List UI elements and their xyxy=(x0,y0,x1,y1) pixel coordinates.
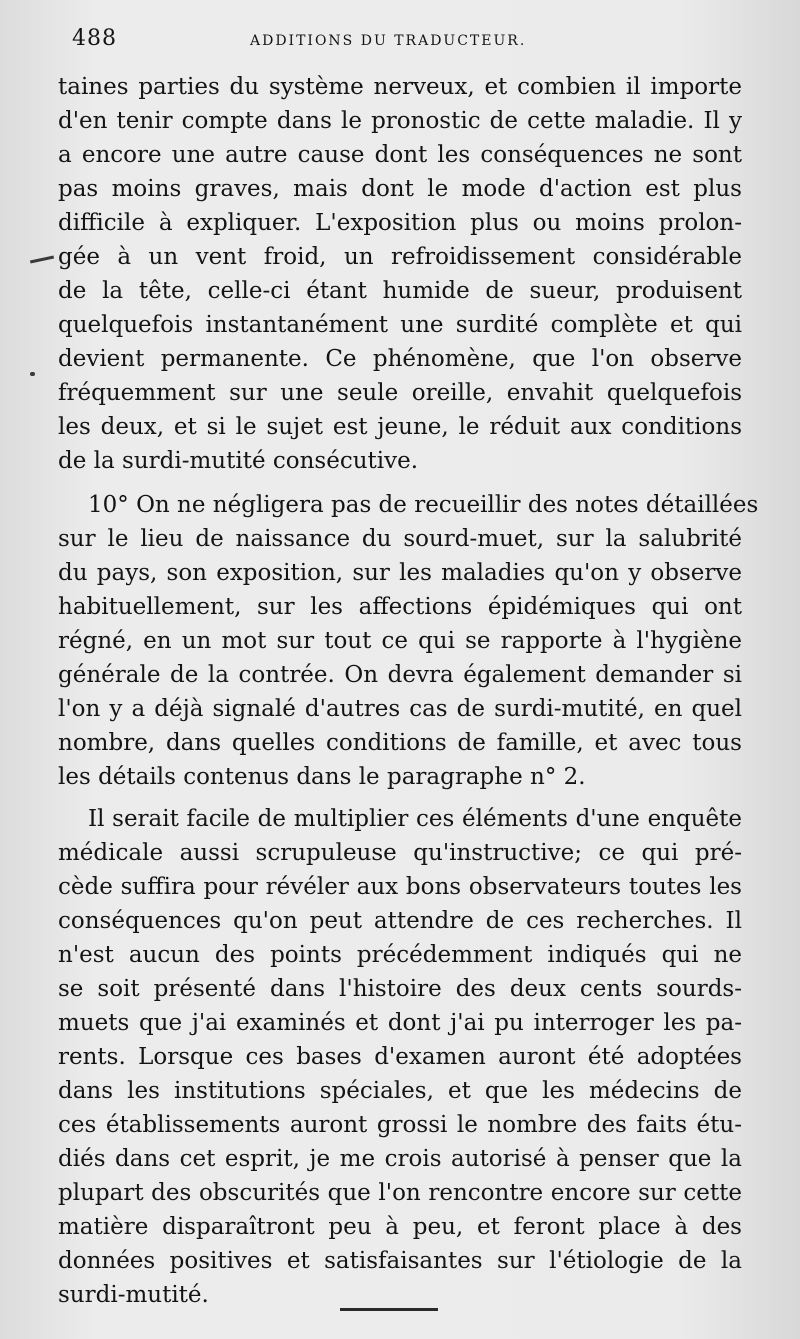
text-line: pas moins graves, mais dont le mode d'action est plus xyxy=(58,176,742,202)
text-line: gée à un vent froid, un refroidissement considérable xyxy=(58,244,742,270)
page-number: 488 xyxy=(72,26,117,51)
text-line: cède suffira pour révéler aux bons observateurs toutes les xyxy=(58,874,742,900)
end-rule xyxy=(340,1308,438,1311)
text-line: de la surdi-mutité consécutive. xyxy=(58,448,419,474)
text-line: dans les institutions spéciales, et que les médecins de xyxy=(58,1078,742,1104)
text-line: de la tête, celle-ci étant humide de sueur, produisent xyxy=(58,278,742,304)
text-line: médicale aussi scrupuleuse qu'instructive; ce qui pré- xyxy=(58,840,742,866)
text-line: muets que j'ai examinés et dont j'ai pu interroger les pa- xyxy=(58,1010,742,1036)
text-line: plupart des obscurités que l'on rencontre encore sur cette xyxy=(58,1180,742,1206)
paragraph-start-line: Il serait facile de multiplier ces éléments d'une enquête xyxy=(88,806,742,832)
text-line: sur le lieu de naissance du sourd-muet, sur la salubrité xyxy=(58,526,742,552)
text-line: a encore une autre cause dont les conséquences ne sont xyxy=(58,142,742,168)
text-line: d'en tenir compte dans le pronostic de cette maladie. Il y xyxy=(58,108,742,134)
text-line: se soit présenté dans l'histoire des deux cents sourds- xyxy=(58,976,742,1002)
text-line: les deux, et si le sujet est jeune, le réduit aux conditions xyxy=(58,414,742,440)
text-line: devient permanente. Ce phénomène, que l'on observe xyxy=(58,346,742,372)
text-line: générale de la contrée. On devra également demander si xyxy=(58,662,742,688)
text-line: ces établissements auront grossi le nombre des faits étu- xyxy=(58,1112,742,1138)
text-line: nombre, dans quelles conditions de famille, et avec tous xyxy=(58,730,742,756)
text-line: matière disparaîtront peu à peu, et feront place à des xyxy=(58,1214,742,1240)
text-line: taines parties du système nerveux, et combien il importe xyxy=(58,74,742,100)
text-line: du pays, son exposition, sur les maladies qu'on y observe xyxy=(58,560,742,586)
text-line: quelquefois instantanément une surdité complète et qui xyxy=(58,312,742,338)
paragraph-start-line: 10° On ne négligera pas de recueillir des notes détaillées xyxy=(88,492,759,518)
text-line: données positives et satisfaisantes sur l'étiologie de la xyxy=(58,1248,742,1274)
running-head: ADDITIONS DU TRADUCTEUR. xyxy=(250,33,527,49)
text-line: conséquences qu'on peut attendre de ces recherches. Il xyxy=(58,908,742,934)
margin-pencil-mark xyxy=(30,256,54,264)
text-line: surdi-mutité. xyxy=(58,1282,209,1308)
text-line: diés dans cet esprit, je me crois autorisé à penser que la xyxy=(58,1146,742,1172)
text-line: l'on y a déjà signalé d'autres cas de surdi-mutité, en quel xyxy=(58,696,742,722)
text-line: habituellement, sur les affections épidémiques qui ont xyxy=(58,594,742,620)
text-line: rents. Lorsque ces bases d'examen auront été adoptées xyxy=(58,1044,742,1070)
text-line: régné, en un mot sur tout ce qui se rapporte à l'hygiène xyxy=(58,628,742,654)
text-line: n'est aucun des points précédemment indiqués qui ne xyxy=(58,942,742,968)
text-line: difficile à expliquer. L'exposition plus ou moins prolon- xyxy=(58,210,742,236)
margin-dot-mark xyxy=(30,372,35,376)
text-line: fréquemment sur une seule oreille, envahit quelquefois xyxy=(58,380,742,406)
text-line: les détails contenus dans le paragraphe n° 2. xyxy=(58,764,586,790)
